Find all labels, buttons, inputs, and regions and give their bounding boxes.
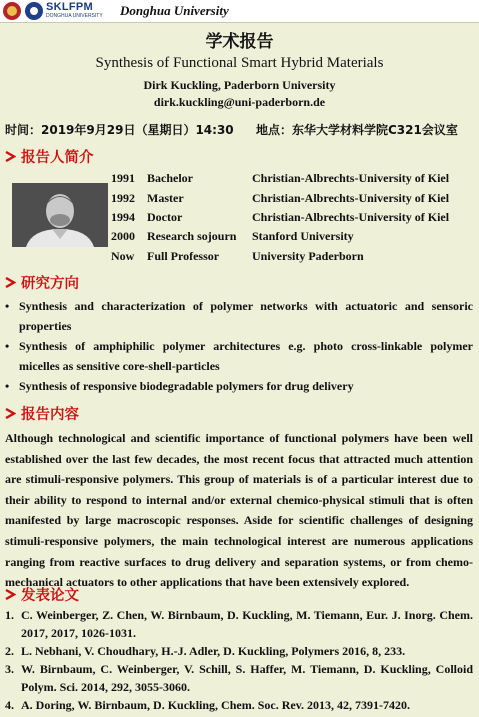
- section-heading-label: 报告内容: [21, 407, 79, 423]
- cv-role: Full Professor: [147, 249, 220, 263]
- section-heading-bio: [5, 146, 94, 167]
- research-item: • Synthesis of amphiphilic polymer architectures e.g. photo cross-linkable polymer micelles as sensitive core-shell-particles: [5, 336, 473, 376]
- header-bar: [0, 0, 479, 23]
- speaker-email: dirk.kuckling@uni-paderborn.de: [153, 95, 326, 109]
- section-heading-content: [5, 403, 79, 424]
- speaker-name: Dirk Kuckling, Paderborn University: [143, 78, 336, 92]
- lab-name: SKLFPM: [46, 1, 94, 13]
- cv-year: 1991: [111, 171, 135, 185]
- cv-role: Bachelor: [147, 171, 193, 185]
- publication-number: 4.: [5, 698, 14, 712]
- research-item: • Synthesis of responsive biodegradable polymers for drug delivery: [5, 376, 473, 396]
- cv-role: Master: [147, 191, 184, 205]
- place-text: 地点：东华大学材料学院C321会议室: [256, 123, 458, 137]
- cv-year: 1994: [111, 210, 135, 224]
- research-list: [5, 296, 473, 396]
- time-text: 时间：2019年9月29日（星期日）14:30: [5, 123, 234, 137]
- talk-title: Synthesis of Functional Smart Hybrid Materials: [95, 55, 384, 71]
- arrow-icon: [5, 150, 21, 166]
- abstract-text: Although technological and scientific importance of functional polymers have been well established over the last few decades, the most recent focus that attracted much attention are stimuli-responsive polymers. This group of materials is of a particular interest due to their ability to respond to internal and/or external chemico-physical stimuli that is often manifested by large macroscopic responses. Aside for scientific challenges of designing stimuli-responsive polymers, the main technological interest are numerous applications ranging from reactive surfaces to drug delivery and separation systems, or from chemo-mechanical actuators to other applications that have been extensively explored.: [5, 431, 473, 590]
- cv-role: Research sojourn: [147, 229, 237, 243]
- cv-role: Doctor: [147, 210, 183, 224]
- cv-institution: Christian-Albrechts-University of Kiel: [252, 210, 450, 224]
- section-heading-label: 报告人简介: [21, 150, 94, 166]
- publication-text: C. Weinberger, Z. Chen, W. Birnbaum, D. Kuckling, M. Tiemann, Eur. J. Inorg. Chem. 2017, 2017, 1026-1031.: [21, 608, 473, 640]
- publication-text: W. Birnbaum, C. Weinberger, V. Schill, S. Haffer, M. Tiemann, D. Kuckling, Colloid Polym. Sci. 2014, 292, 3055-3060.: [21, 662, 473, 694]
- publication-item: [5, 606, 473, 642]
- publication-number: 2.: [5, 644, 14, 658]
- page-title: 学术报告: [205, 32, 274, 52]
- speaker-photo: [12, 183, 108, 247]
- arrow-icon: [5, 276, 21, 292]
- donghua-logo-icon: [3, 2, 21, 20]
- publication-item: [5, 696, 473, 714]
- arrow-icon: [5, 407, 21, 423]
- section-heading-label: 发表论文: [21, 588, 79, 604]
- publication-text: A. Doring, W. Birnbaum, D. Kuckling, Chem. Soc. Rev. 2013, 42, 7391-7420.: [21, 698, 411, 712]
- cv-institution: Stanford University: [252, 229, 354, 243]
- arrow-icon: [5, 588, 21, 604]
- lab-subtitle: DONGHUA UNIVERSITY: [46, 13, 103, 19]
- publication-number: 3.: [5, 662, 14, 676]
- publication-item: [5, 642, 473, 660]
- publication-item: [5, 660, 473, 696]
- cv-institution: University Paderborn: [252, 249, 364, 263]
- publication-list: [5, 606, 473, 714]
- time-place-line: [5, 121, 475, 138]
- section-heading-research: [5, 272, 79, 293]
- research-item: • Synthesis and characterization of polymer networks with actuatoric and sensoric properties: [5, 296, 473, 336]
- publication-number: 1.: [5, 608, 14, 622]
- publication-text: L. Nebhani, V. Choudhary, H.-J. Adler, D. Kuckling, Polymers 2016, 8, 233.: [21, 644, 406, 658]
- cv-year: 2000: [111, 229, 135, 243]
- cv-year: 1992: [111, 191, 135, 205]
- cv-year: Now: [111, 249, 135, 263]
- university-name: Donghua University: [120, 3, 229, 18]
- cv-institution: Christian-Albrechts-University of Kiel: [252, 171, 450, 185]
- section-heading-label: 研究方向: [21, 276, 79, 292]
- sklfpm-logo-icon: [25, 2, 43, 20]
- section-heading-publications: [5, 584, 79, 605]
- cv-institution: Christian-Albrechts-University of Kiel: [252, 191, 450, 205]
